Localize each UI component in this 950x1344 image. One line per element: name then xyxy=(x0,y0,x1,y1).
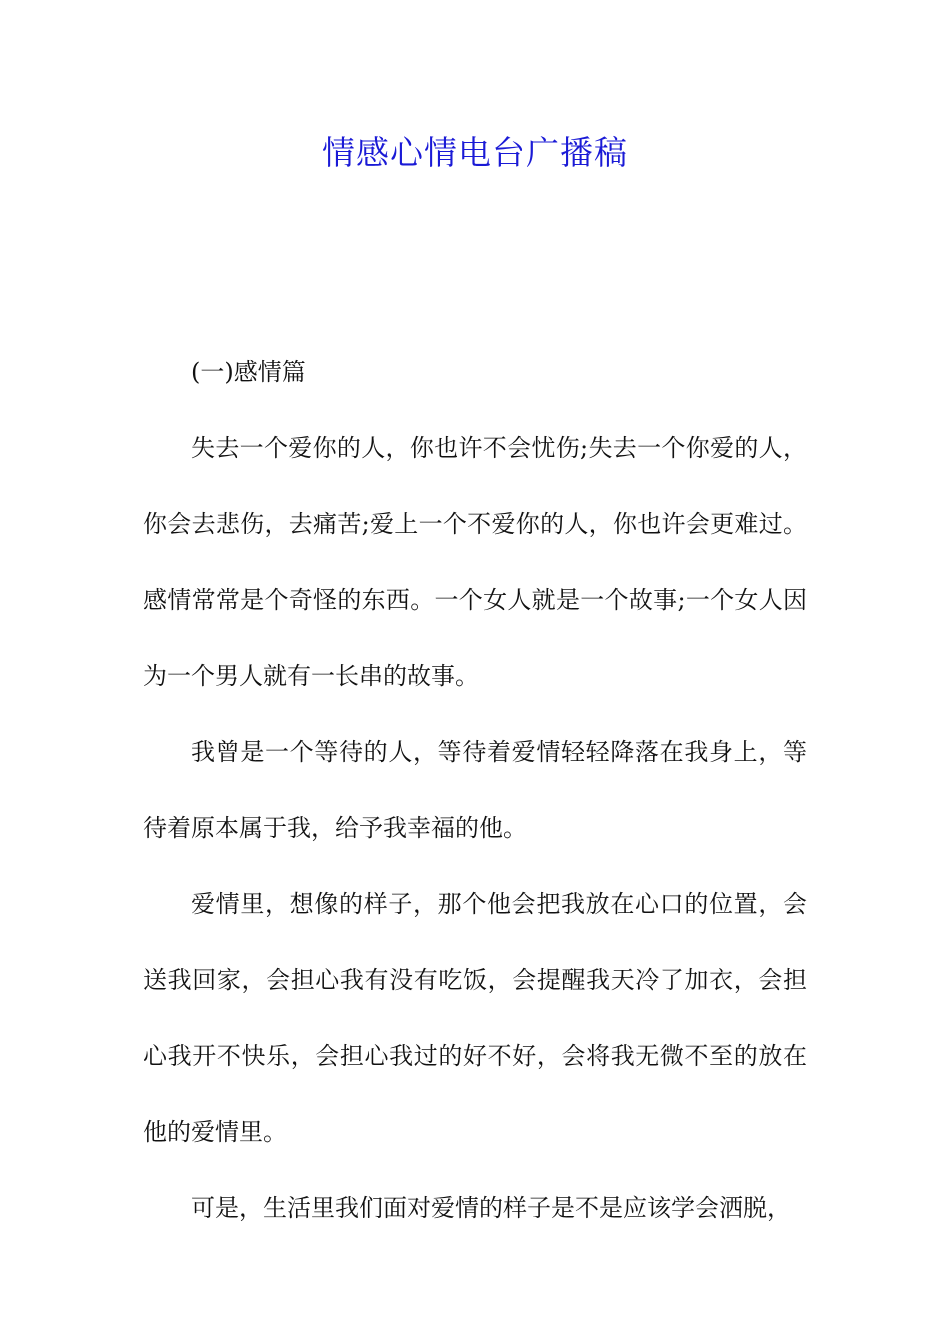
paragraph-2: 我曾是一个等待的人，等待着爱情轻轻降落在我身上，等待着原本属于我，给予我幸福的他。 xyxy=(143,738,807,842)
paragraph-1: 失去一个爱你的人，你也许不会忧伤;失去一个你爱的人，你会去悲伤，去痛苦;爱上一个不爱你的人，你也许会更难过。感情常常是个奇怪的东西。一个女人就是一个故事;一个女人因为一个男人就有一长串的故事。 xyxy=(143,434,807,690)
paragraph-3: 爱情里，想像的样子，那个他会把我放在心口的位置，会送我回家，会担心我有没有吃饭，会提醒我天冷了加衣，会担心我开不快乐，会担心我过的好不好，会将我无微不至的放在他的爱情里。 xyxy=(143,890,807,1146)
document-title: 情感心情电台广播稿 xyxy=(322,133,628,172)
paragraph-4: 可是，生活里我们面对爱情的样子是不是应该学会洒脱， xyxy=(191,1194,791,1222)
document-body xyxy=(143,334,807,1246)
section-heading: (一)感情篇 xyxy=(191,358,306,386)
